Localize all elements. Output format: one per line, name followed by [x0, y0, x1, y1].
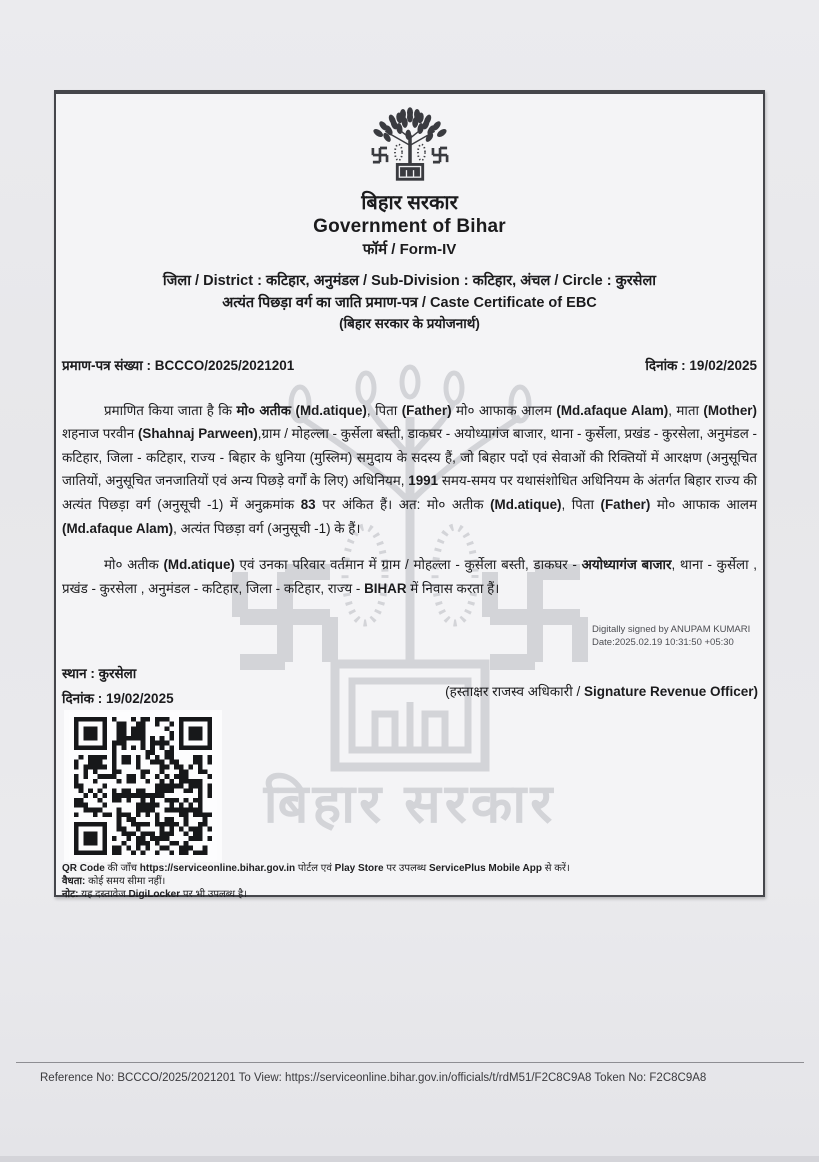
digital-signature-stamp	[592, 623, 807, 650]
state-emblem-icon	[357, 107, 463, 189]
title-hindi: बिहार सरकार	[361, 192, 458, 214]
qr-code	[64, 710, 222, 862]
purpose-line: (बिहार सरकार के प्रयोजनार्थ)	[339, 316, 480, 332]
place-line: स्थान : कुरसेला	[62, 666, 137, 681]
watermark-text: बिहार सरकार	[263, 774, 556, 834]
form-number-line: फॉर्म / Form-IV	[362, 240, 457, 258]
signature-date-line: दिनांक : 19/02/2025	[62, 691, 174, 706]
meta-row	[56, 356, 763, 374]
reference-line: Reference No: BCCCO/2025/2021201 To View: https://serviceonline.bihar.gov.in/officials/t/rdM51/F2C8C9A8 Token No: F2C8C9A8	[40, 1072, 707, 1084]
certificate-sheet	[54, 90, 765, 901]
certificate-title: अत्यंत पिछड़ा वर्ग का जाति प्रमाण-पत्र / Caste Certificate of EBC	[222, 294, 597, 311]
issue-date: दिनांक : 19/02/2025	[645, 357, 757, 373]
scan-edge	[0, 1156, 819, 1162]
qr-note-2: वैधता: कोई समय सीमा नहीं।	[62, 876, 166, 888]
officer-signature-line: (हस्ताक्षर राजस्व अधिकारी / Signature Revenue Officer)	[445, 684, 758, 699]
body-paragraph-2: मो० अतीक (Md.atique) एवं उनका परिवार वर्तमान में ग्राम / मोहल्ला - कुर्सेला बस्ती, डाकघर - अयोध्यागंज बाजार, थाना - कुर्सेला , प्रखंड - कुरसेला , अनुमंडल - कटिहार, जिला - कटिहार, राज्य - BIHAR में निवास करता हैं।	[62, 557, 757, 596]
digital-signature-line-2: Date:2025.02.19 10:31:50 +05:30	[592, 637, 734, 649]
body-paragraph-1: प्रमाणित किया जाता है कि मो० अतीक (Md.atique), पिता (Father) मो० आफाक आलम (Md.afaque Alam), माता (Mother) शहनाज परवीन (Shahnaj Parween),ग्राम / मोहल्ला - कुर्सेला बस्ती, डाकघर - अयोध्यागंज बाजार, थाना - कुर्सेला, प्रखंड - कुरसेला, अनुमंडल - कटिहार, जिला - कटिहार, राज्य - बिहार के धुनिया (मुस्लिम) समुदाय के सदस्य हैं, जो बिहार पदों एवं सेवाओं की रिक्तियों में आरक्षण (अनुसूचित जातियों, अनुसूचित जनजातियों एवं अन्य पिछड़े वर्गों के लिए) अधिनियम, 1991 समय-समय पर यथासंशोधित अधिनियम के अंतर्गत बिहार राज्य की अत्यंत पिछड़ा वर्ग (अनुसूची -1) में अनुक्रमांक 83 पर अंकित हैं। अत: मो० अतीक (Md.atique), पिता (Father) मो० आफाक आलम (Md.afaque Alam), अत्यंत पिछड़ा वर्ग (अनुसूची -1) के हैं।	[62, 402, 758, 536]
qr-notes	[62, 862, 757, 902]
title-english: Government of Bihar	[313, 216, 506, 237]
district-subdivision-circle-line: जिला / District : कटिहार, अनुमंडल / Sub-Division : कटिहार, अंचल / Circle : कुरसेला	[162, 273, 657, 289]
qr-code-canvas	[69, 712, 217, 860]
qr-note-3: नोट: यह दस्तावेज DigiLocker पर भी उपलब्ध है।	[62, 889, 247, 901]
certificate-number: प्रमाण-पत्र संख्या : BCCCO/2025/2021201	[62, 357, 295, 373]
footer-divider	[16, 1062, 804, 1063]
qr-note-1: QR Code की जाँच https://serviceonline.bihar.gov.in पोर्टल एवं Play Store पर उपलब्ध ServicePlus Mobile App से करें।	[62, 863, 570, 874]
digital-signature-line-1: Digitally signed by ANUPAM KUMARI	[592, 624, 751, 635]
